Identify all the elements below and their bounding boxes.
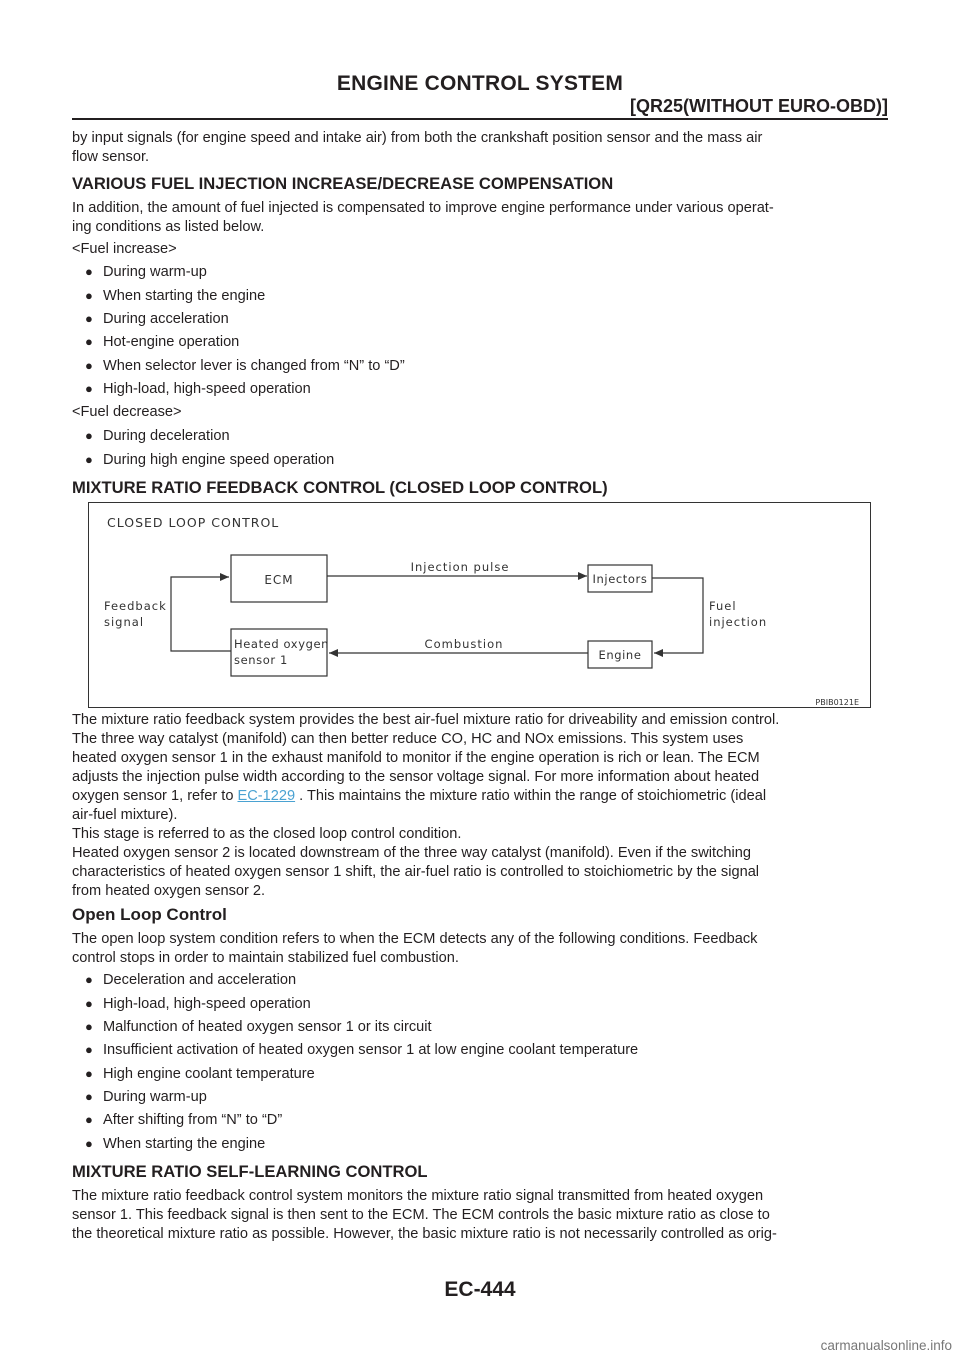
bullet-icon: ●: [85, 381, 93, 396]
closed-loop-condition-text: This stage is referred to as the closed loop control condition.: [72, 826, 462, 842]
compensation-para-line-2: ing conditions as listed below.: [72, 219, 265, 235]
fuel-injection-loop: [652, 578, 703, 653]
list-item-text: During high engine speed operation: [103, 452, 335, 468]
list-item-text: During warm-up: [103, 264, 207, 280]
bullet-icon: ●: [85, 358, 93, 373]
feedback-label-line-1: Feedback: [104, 599, 167, 613]
section-heading-closed-loop: MIXTURE RATIO FEEDBACK CONTROL (CLOSED LOOP CONTROL): [72, 478, 608, 497]
engine-label: Engine: [598, 648, 642, 662]
line-text-post: . This maintains the mixture ratio within the range of stoichiometric (ideal: [295, 788, 767, 804]
list-item-text: After shifting from “N” to “D”: [103, 1112, 283, 1128]
closed-loop-para-line-1: The mixture ratio feedback system provides the best air-fuel mixture ratio for driveability and emission control.: [72, 712, 780, 728]
bullet-icon: ●: [85, 1136, 93, 1151]
line-text-pre: oxygen sensor 1, refer to: [72, 788, 238, 804]
list-item-text: Deceleration and acceleration: [103, 972, 297, 988]
list-item-text: High-load, high-speed operation: [103, 381, 311, 397]
closed-loop-para-line-4: adjusts the injection pulse width according to the sensor voltage signal. For more information about heated: [72, 769, 760, 785]
list-item-text: Hot-engine operation: [103, 334, 240, 350]
closed-loop-diagram-svg: [89, 503, 872, 709]
bullet-icon: ●: [85, 1019, 93, 1034]
list-item-text: High-load, high-speed operation: [103, 996, 311, 1012]
page-header-subtitle: [QR25(WITHOUT EURO-OBD)]: [630, 96, 888, 116]
list-item-text: High engine coolant temperature: [103, 1066, 315, 1082]
section-heading-self-learning: MIXTURE RATIO SELF-LEARNING CONTROL: [72, 1162, 428, 1181]
diagram-title: CLOSED LOOP CONTROL: [107, 515, 280, 530]
feedback-label-line-2: signal: [104, 615, 145, 629]
header-divider: [72, 118, 888, 120]
bullet-icon: ●: [85, 1089, 93, 1104]
page-header-title: ENGINE CONTROL SYSTEM: [336, 72, 624, 95]
bullet-icon: ●: [85, 428, 93, 443]
bullet-icon: ●: [85, 996, 93, 1011]
bullet-icon: ●: [85, 264, 93, 279]
sensor2-para-line-1: Heated oxygen sensor 2 is located downstream of the three way catalyst (manifold). Even if the switching: [72, 845, 751, 861]
list-item-text: During deceleration: [103, 428, 230, 444]
fuel-injection-label-line-2: injection: [709, 615, 768, 629]
bullet-icon: ●: [85, 972, 93, 987]
watermark-text: carmanualsonline.info: [820, 1338, 952, 1353]
list-item-text: Malfunction of heated oxygen sensor 1 or its circuit: [103, 1019, 432, 1035]
fuel-decrease-label: <Fuel decrease>: [72, 404, 182, 420]
sensor2-para-line-2: characteristics of heated oxygen sensor 1 shift, the air-fuel ratio is controlled to stoichiometric by the signal: [72, 864, 760, 880]
self-learning-para-line-3: the theoretical mixture ratio as possible. However, the basic mixture ratio is not necessarily controlled as orig-: [72, 1226, 777, 1242]
bullet-icon: ●: [85, 1042, 93, 1057]
list-item-text: When starting the engine: [103, 1136, 266, 1152]
intro-line-1: by input signals (for engine speed and intake air) from both the crankshaft position sensor and the mass air: [72, 130, 763, 146]
bullet-icon: ●: [85, 1112, 93, 1127]
open-loop-para-line-1: The open loop system condition refers to when the ECM detects any of the following conditions. Feedback: [72, 931, 758, 947]
sensor-label-line-1: Heated oxygen: [234, 637, 330, 651]
ec-1229-link[interactable]: EC-1229: [237, 788, 296, 804]
sensor2-para-line-3: from heated oxygen sensor 2.: [72, 883, 266, 899]
bullet-icon: ●: [85, 1066, 93, 1081]
diagram-code: PBIB0121E: [815, 698, 859, 707]
injection-pulse-label: Injection pulse: [410, 560, 510, 574]
list-item-text: During acceleration: [103, 311, 229, 327]
injectors-label: Injectors: [592, 572, 648, 586]
intro-line-2: flow sensor.: [72, 149, 150, 165]
closed-loop-para-line-6: air-fuel mixture).: [72, 807, 178, 823]
bullet-icon: ●: [85, 452, 93, 467]
self-learning-para-line-1: The mixture ratio feedback control system monitors the mixture ratio signal transmitted from heated oxygen: [72, 1188, 764, 1204]
feedback-signal-loop: [171, 577, 231, 651]
fuel-increase-label: <Fuel increase>: [72, 241, 177, 257]
closed-loop-para-line-2: The three way catalyst (manifold) can then better reduce CO, HC and NOx emissions. This system uses: [72, 731, 744, 747]
section-heading-open-loop: Open Loop Control: [72, 905, 227, 924]
page-number: EC-444: [444, 1278, 516, 1301]
self-learning-para-line-2: sensor 1. This feedback signal is then sent to the ECM. The ECM controls the basic mixture ratio as close to: [72, 1207, 770, 1223]
list-item-text: During warm-up: [103, 1089, 207, 1105]
closed-loop-diagram: [88, 502, 871, 708]
closed-loop-para-line-3: heated oxygen sensor 1 in the exhaust manifold to monitor if the engine operation is rich or lean. The ECM: [72, 750, 760, 766]
sensor-label-line-2: sensor 1: [234, 653, 288, 667]
list-item-text: When starting the engine: [103, 288, 266, 304]
bullet-icon: ●: [85, 288, 93, 303]
ecm-label: ECM: [264, 573, 294, 587]
section-heading-compensation: VARIOUS FUEL INJECTION INCREASE/DECREASE COMPENSATION: [72, 174, 614, 193]
compensation-para-line-1: In addition, the amount of fuel injected is compensated to improve engine performance under various operat-: [72, 200, 774, 216]
bullet-icon: ●: [85, 334, 93, 349]
fuel-injection-label-line-1: Fuel: [709, 599, 737, 613]
combustion-label: Combustion: [424, 637, 504, 651]
list-item-text: Insufficient activation of heated oxygen sensor 1 at low engine coolant temperature: [103, 1042, 639, 1058]
list-item-text: When selector lever is changed from “N” to “D”: [103, 358, 405, 374]
open-loop-para-line-2: control stops in order to maintain stabilized fuel combustion.: [72, 950, 459, 966]
bullet-icon: ●: [85, 311, 93, 326]
closed-loop-para-line-5: [72, 787, 888, 806]
